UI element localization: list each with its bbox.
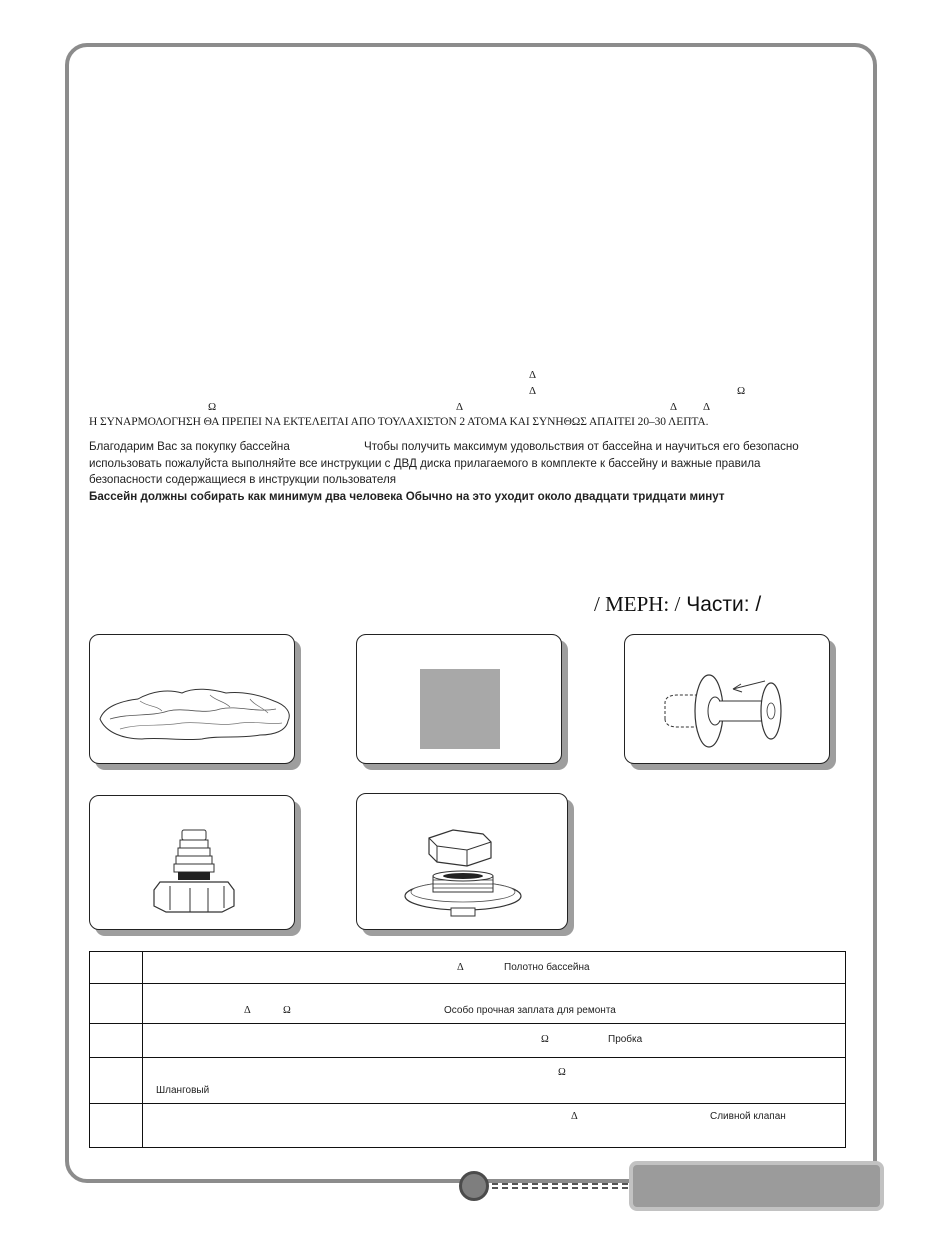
pool-liner-illustration bbox=[90, 635, 296, 765]
part-description-cell bbox=[143, 1104, 846, 1148]
delta-symbol: Δ bbox=[457, 962, 464, 973]
delta-symbol: Δ bbox=[529, 369, 537, 381]
repair-patch-illustration bbox=[357, 635, 563, 765]
parts-title-greek: / ΜΕΡΗ: / bbox=[594, 592, 681, 616]
part-card-repair-patch bbox=[356, 634, 562, 764]
part-card-pool-liner bbox=[89, 634, 295, 764]
intro-line-1b: Чтобы получить максимум удовольствия от бассейна и научиться его безопасно bbox=[364, 440, 799, 453]
delta-symbol: Δ bbox=[244, 1005, 251, 1016]
footer-dashed-connector bbox=[492, 1183, 628, 1189]
delta-symbol: Δ bbox=[571, 1111, 578, 1122]
table-row bbox=[90, 1024, 846, 1058]
omega-symbol: Ω bbox=[541, 1034, 549, 1045]
part-number-cell bbox=[90, 1058, 143, 1104]
table-row bbox=[90, 952, 846, 984]
footer-page-tab bbox=[629, 1161, 884, 1211]
part-card-plug bbox=[624, 634, 830, 764]
table-row bbox=[90, 1058, 846, 1104]
part-card-drain-valve bbox=[356, 793, 568, 930]
part-number-cell bbox=[90, 1104, 143, 1148]
plug-illustration bbox=[625, 635, 831, 765]
intro-bold-note: Бассейн должны собирать как минимум два человека Обычно на это уходит около двадцати тридцати минут bbox=[89, 490, 725, 503]
part-name-ru: Сливной клапан bbox=[710, 1111, 786, 1122]
greek-assembly-heading: Η ΣΥΝΑΡΜΟΛΟΓΗΣΗ ΘΑ ΠΡΕΠΕΙ ΝΑ ΕΚΤΕΛΕΙΤΑΙ ΑΠΟ ΤΟΥΛΑΧΙΣΤΟΝ 2 ΑΤΟΜΑ ΚΑΙ ΣΥΝΗΘΩΣ ΑΠΑΙΤΕΙ 20–30 ΛΕΠΤΑ. bbox=[89, 416, 709, 428]
drain-valve-illustration bbox=[357, 794, 569, 931]
part-number-cell bbox=[90, 984, 143, 1024]
part-name-ru: Шланговый bbox=[156, 1085, 210, 1096]
parts-title bbox=[594, 592, 761, 617]
part-card-hose-adapter bbox=[89, 795, 295, 930]
table-row bbox=[90, 1104, 846, 1148]
hose-adapter-illustration bbox=[90, 796, 296, 931]
intro-line-3: безопасности содержащиеся в инструкции пользователя bbox=[89, 473, 397, 486]
delta-symbol: Δ bbox=[703, 401, 711, 413]
intro-line-2: использовать пожалуйста выполняйте все инструкции с ДВД диска прилагаемого в комплекте к бассейну и важные правила bbox=[89, 457, 761, 470]
omega-symbol: Ω bbox=[208, 401, 217, 413]
table-row bbox=[90, 984, 846, 1024]
omega-symbol: Ω bbox=[558, 1067, 566, 1078]
delta-symbol: Δ bbox=[529, 385, 537, 397]
omega-symbol: Ω bbox=[737, 385, 746, 397]
omega-symbol: Ω bbox=[283, 1005, 291, 1016]
part-description-cell bbox=[143, 1024, 846, 1058]
delta-symbol: Δ bbox=[456, 401, 464, 413]
intro-line-1a: Благодарим Вас за покупку бассейна bbox=[89, 440, 290, 453]
part-name-ru: Особо прочная заплата для ремонта bbox=[444, 1005, 616, 1016]
part-description-cell bbox=[143, 984, 846, 1024]
part-description-cell bbox=[143, 952, 846, 984]
part-description-cell bbox=[143, 1058, 846, 1104]
parts-title-ru: Части: / bbox=[686, 593, 762, 616]
part-name-ru: Полотно бассейна bbox=[504, 962, 590, 973]
parts-table bbox=[89, 951, 846, 1148]
part-number-cell bbox=[90, 952, 143, 984]
delta-symbol: Δ bbox=[670, 401, 678, 413]
part-number-cell bbox=[90, 1024, 143, 1058]
part-name-ru: Пробка bbox=[608, 1034, 643, 1045]
footer-page-dot bbox=[459, 1171, 489, 1201]
